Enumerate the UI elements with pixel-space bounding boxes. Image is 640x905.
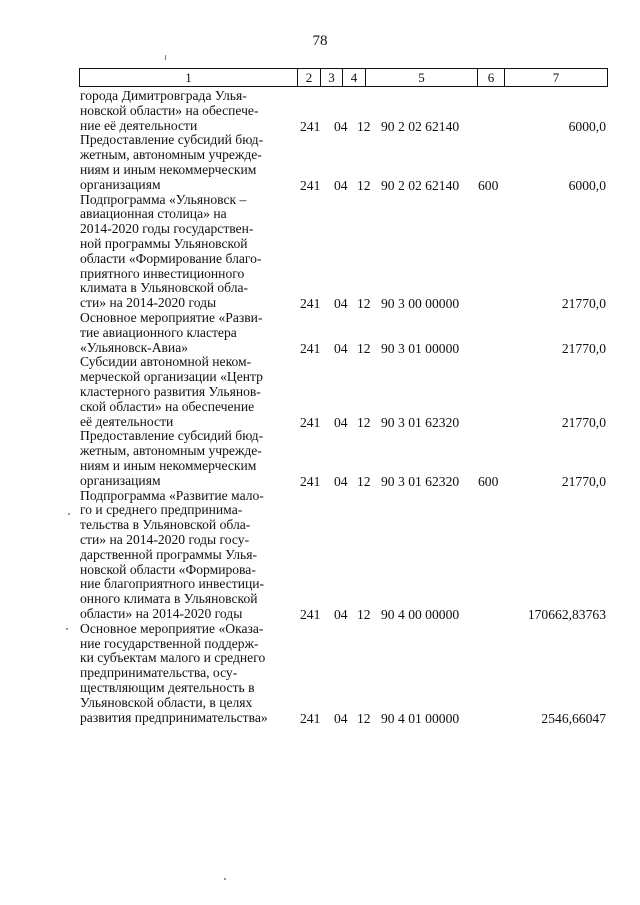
cell-c7: 6000,0 xyxy=(568,177,606,193)
description-line: ской области» на обеспечение xyxy=(80,399,255,414)
description-line: жетным, автономным учрежде- xyxy=(80,444,262,459)
cell-c4: 12 xyxy=(357,340,371,356)
row-description xyxy=(80,193,294,311)
cell-c3: 04 xyxy=(334,296,348,312)
description-line: го и среднего предпринима- xyxy=(80,503,243,518)
description-line: ние государственной поддерж- xyxy=(80,636,259,651)
page-number: 78 xyxy=(312,33,328,49)
description-line: развития предпринимательства» xyxy=(80,710,268,725)
cell-c5: 90 3 00 00000 xyxy=(381,296,460,312)
cell-c2: 241 xyxy=(300,606,321,622)
cell-c2: 241 xyxy=(300,118,321,134)
description-line: Подпрограмма «Ульяновск – xyxy=(80,192,247,207)
description-line: ниям и иным некоммерческим xyxy=(80,162,257,177)
cell-c5: 90 3 01 62320 xyxy=(381,414,460,430)
description-line: ние её деятельности xyxy=(80,118,198,133)
cell-c2: 241 xyxy=(300,710,321,726)
description-line: Субсидии автономной неком- xyxy=(80,355,252,370)
cell-c2: 241 xyxy=(300,340,321,356)
description-line: онного климата в Ульяновской xyxy=(80,592,258,607)
row-description xyxy=(80,355,294,429)
cell-c6: 600 xyxy=(478,177,499,193)
cell-c7: 21770,0 xyxy=(561,473,606,489)
cell-c5: 90 2 02 62140 xyxy=(381,177,460,193)
description-line: Предоставление субсидий бюд- xyxy=(80,133,264,148)
description-line: кластерного развития Ульянов- xyxy=(80,384,261,399)
cell-c5: 90 4 01 00000 xyxy=(381,710,460,726)
row-description xyxy=(80,489,294,622)
cell-c7: 2546,66047 xyxy=(541,710,606,726)
cell-c4: 12 xyxy=(357,414,371,430)
cell-c5: 90 3 01 62320 xyxy=(381,473,460,489)
scan-speck xyxy=(66,628,68,630)
description-line: ние благоприятного инвестици- xyxy=(80,577,265,592)
row-description xyxy=(80,622,294,726)
cell-c3: 04 xyxy=(334,118,348,134)
cell-c3: 04 xyxy=(334,414,348,430)
description-line: тельства в Ульяновской обла- xyxy=(80,518,251,533)
cell-c3: 04 xyxy=(334,340,348,356)
description-line: ществляющим деятельность в xyxy=(80,680,255,695)
description-line: тие авиационного кластера xyxy=(80,325,237,340)
cell-c5: 90 4 00 00000 xyxy=(381,606,460,622)
cell-c5: 90 3 01 00000 xyxy=(381,340,460,356)
cell-c6: 600 xyxy=(478,473,499,489)
description-line: Основное мероприятие «Разви- xyxy=(80,311,263,325)
cell-c7: 170662,83763 xyxy=(527,606,606,622)
description-line: области «Формирование благо- xyxy=(80,251,262,266)
cell-c5: 90 2 02 62140 xyxy=(381,118,460,134)
description-line: Ульяновской области, в целях xyxy=(80,695,253,710)
cell-c2: 241 xyxy=(300,414,321,430)
cell-c4: 12 xyxy=(357,473,371,489)
row-description xyxy=(80,133,294,192)
description-line: области» на 2014-2020 годы xyxy=(80,606,243,621)
cell-c3: 04 xyxy=(334,177,348,193)
description-line: «Ульяновск-Авиа» xyxy=(80,340,189,355)
description-line: организациям xyxy=(80,473,161,488)
header-col-6: 6 xyxy=(478,69,505,86)
cell-c4: 12 xyxy=(357,296,371,312)
table-header xyxy=(79,68,608,87)
header-col-5: 5 xyxy=(366,69,478,86)
header-col-4: 4 xyxy=(343,69,366,86)
cell-c2: 241 xyxy=(300,473,321,489)
cell-c3: 04 xyxy=(334,606,348,622)
cell-c2: 241 xyxy=(300,296,321,312)
description-line: города Димитровграда Улья- xyxy=(80,89,247,103)
cell-c7: 6000,0 xyxy=(568,118,606,134)
cell-c7: 21770,0 xyxy=(561,296,606,312)
description-line: сти» на 2014-2020 годы xyxy=(80,296,217,311)
description-line: климата в Ульяновской обла- xyxy=(80,281,249,296)
cell-c4: 12 xyxy=(357,606,371,622)
header-col-7: 7 xyxy=(552,70,560,85)
description-line: Предоставление субсидий бюд- xyxy=(80,429,264,444)
row-description xyxy=(80,89,294,133)
cell-c7: 21770,0 xyxy=(561,414,606,430)
description-line: авиационная столица» на xyxy=(80,207,227,222)
cell-c7: 21770,0 xyxy=(561,340,606,356)
description-line: ки субъектам малого и среднего xyxy=(80,651,266,666)
description-line: Основное мероприятие «Оказа- xyxy=(80,621,264,636)
cell-c4: 12 xyxy=(357,118,371,134)
cell-c3: 04 xyxy=(334,710,348,726)
cell-c2: 241 xyxy=(300,177,321,193)
cell-c4: 12 xyxy=(357,177,371,193)
cell-c4: 12 xyxy=(357,710,371,726)
header-col-1: 1 xyxy=(80,69,298,86)
scan-speck xyxy=(165,55,166,60)
description-line: предпринимательства, осу- xyxy=(80,666,238,681)
description-line: дарственной программы Улья- xyxy=(80,547,257,562)
description-line: 2014-2020 годы государствен- xyxy=(80,222,254,237)
header-col-2: 2 xyxy=(298,69,321,86)
description-line: организациям xyxy=(80,177,161,192)
description-line: ной программы Ульяновской xyxy=(80,236,248,251)
description-line: сти» на 2014-2020 годы госу- xyxy=(80,532,250,547)
row-description xyxy=(80,311,294,355)
description-line: ниям и иным некоммерческим xyxy=(80,458,257,473)
header-col-3: 3 xyxy=(321,69,343,86)
scan-speck xyxy=(68,513,70,515)
description-line: мерческой организации «Центр xyxy=(80,370,263,385)
scan-speck xyxy=(224,878,226,880)
description-line: Подпрограмма «Развитие мало- xyxy=(80,488,264,503)
description-line: жетным, автономным учрежде- xyxy=(80,148,262,163)
description-line: приятного инвестиционного xyxy=(80,266,245,281)
row-description xyxy=(80,429,294,488)
description-line: новской области» на обеспече- xyxy=(80,103,259,118)
cell-c3: 04 xyxy=(334,473,348,489)
description-line: её деятельности xyxy=(80,414,174,429)
description-line: новской области «Формирова- xyxy=(80,562,256,577)
